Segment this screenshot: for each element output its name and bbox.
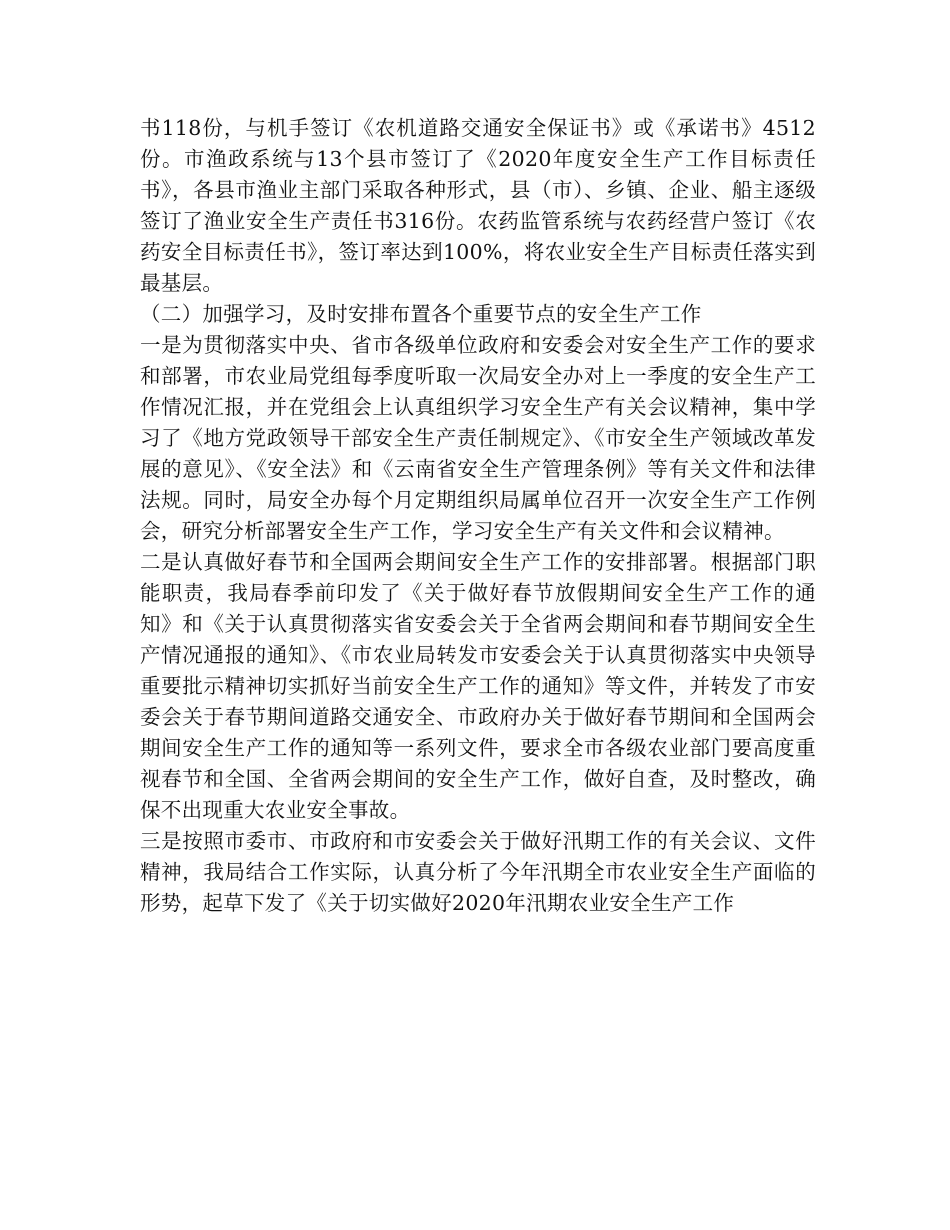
section-heading-2: （二）加强学习，及时安排布置各个重要节点的安全生产工作	[140, 302, 702, 326]
paragraph-point-3: 三是按照市委市、市政府和市安委会关于做好汛期工作的有关会议、文件精神，我局结合工作实际，认真分析了今年汛期全市农业安全生产面临的形势，起草下发了《关于切实做好2020年汛期农业安全生产工作	[140, 829, 816, 915]
document-body	[140, 113, 816, 919]
paragraph-point-1: 一是为贯彻落实中央、省市各级单位政府和安委会对安全生产工作的要求和部署，市农业局党组每季度听取一次局安全办对上一季度的安全生产工作情况汇报，并在党组会上认真组织学习安全生产有关会议精神，集中学习了《地方党政领导干部安全生产责任制规定》、《市安全生产领域改革发展的意见》、《安全法》和《云南省安全生产管理条例》等有关文件和法律法规。同时，局安全办每个月定期组织局属单位召开一次安全生产工作例会，研究分析部署安全生产工作，学习安全生产有关文件和会议精神。	[140, 333, 816, 543]
paragraph-point-2: 二是认真做好春节和全国两会期间安全生产工作的安排部署。根据部门职能职责，我局春季前印发了《关于做好春节放假期间安全生产工作的通知》和《关于认真贯彻落实省安委会关于全省两会期间和春节期间安全生产情况通报的通知》、《市农业局转发市安委会关于认真贯彻落实中央领导重要批示精神切实抓好当前安全生产工作的通知》等文件，并转发了市安委会关于春节期间道路交通安全、市政府办关于做好春节期间和全国两会期间安全生产工作的通知等一系列文件，要求全市各级农业部门要高度重视春节和全国、全省两会期间的安全生产工作，做好自查，及时整改，确保不出现重大农业安全事故。	[140, 550, 816, 822]
paragraph-responsibility-signing: 书118份，与机手签订《农机道路交通安全保证书》或《承诺书》4512份。市渔政系统与13个县市签订了《2020年度安全生产工作目标责任书》，各县市渔业主部门采取各种形式，县（市）、乡镇、企业、船主逐级签订了渔业安全生产责任书316份。农药监管系统与农药经营户签订《农药安全目标责任书》，签订率达到100%，将农业安全生产目标责任落实到最基层。	[140, 116, 816, 295]
